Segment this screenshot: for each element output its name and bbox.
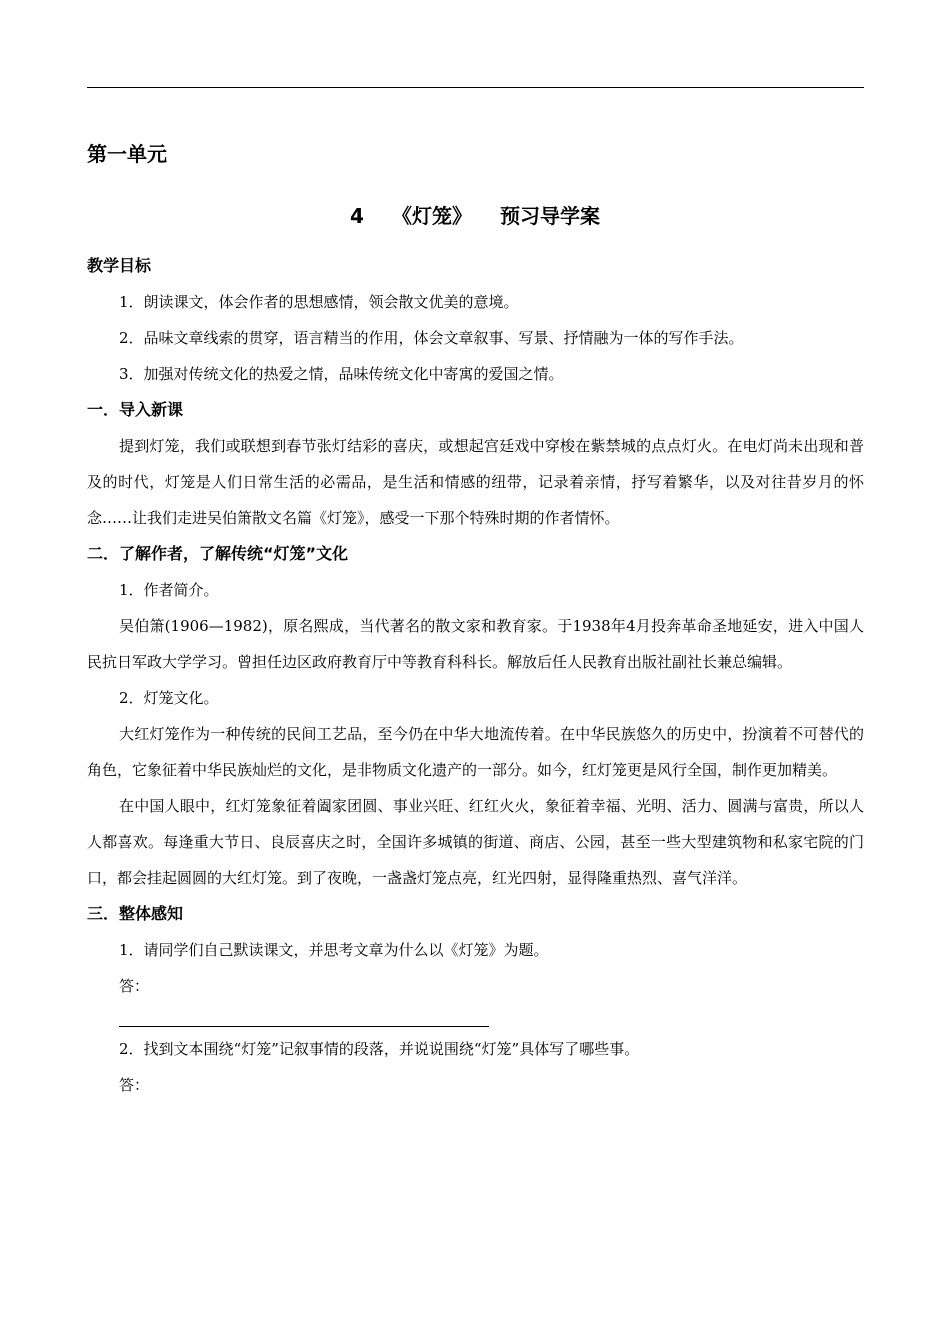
lesson-title xyxy=(0,200,950,229)
unit-heading: 第一单元 xyxy=(87,142,167,166)
author-subheading: 1．作者简介。 xyxy=(119,581,219,599)
question-1: 1．请同学们自己默读课文，并思考文章为什么以《灯笼》为题。 xyxy=(119,941,549,959)
objective-item: 1．朗读课文，体会作者的思想感情，领会散文优美的意境。 xyxy=(119,293,519,311)
objective-item: 3．加强对传统文化的热爱之情，品味传统文化中寄寓的爱国之情。 xyxy=(119,365,564,383)
objectives-heading: 教学目标 xyxy=(87,256,152,275)
lesson-subtitle: 预习导学案 xyxy=(499,204,600,228)
author-paragraph: 吴伯箫(1906—1982)，原名熙成，当代著名的散文家和教育家。于1938年4月投奔革命圣地延安，进入中国人民抗日军政大学学习。曾担任边区政府教育厅中等教育科科长。解放后任人民教育出版社副社长兼总编辑。 xyxy=(87,617,864,671)
answer-1-label: 答： xyxy=(119,977,150,995)
section3-heading: 三．整体感知 xyxy=(87,904,184,923)
section2-heading: 二．了解作者，了解传统“灯笼”文化 xyxy=(87,544,349,563)
header-rule xyxy=(87,87,864,88)
section1-heading: 一．导入新课 xyxy=(87,400,184,419)
culture-paragraph: 在中国人眼中，红灯笼象征着阖家团圆、事业兴旺、红红火火，象征着幸福、光明、活力、圆满与富贵，所以人人都喜欢。每逢重大节日、良辰喜庆之时，全国许多城镇的街道、商店、公园，甚至一些大型建筑物和私家宅院的门口，都会挂起圆圆的大红灯笼。到了夜晚，一盏盏灯笼点亮，红光四射，显得隆重热烈、喜气洋洋。 xyxy=(87,797,864,887)
lesson-number: 4 xyxy=(350,204,364,228)
answer-2-label: 答： xyxy=(119,1076,150,1094)
intro-paragraph: 提到灯笼，我们或联想到春节张灯结彩的喜庆，或想起宫廷戏中穿梭在紫禁城的点点灯火。在电灯尚未出现和普及的时代，灯笼是人们日常生活的必需品，是生活和情感的纽带，记录着亲情，抒写着繁华，以及对往昔岁月的怀念……让我们走进吴伯箫散文名篇《灯笼》，感受一下那个特殊时期的作者情怀。 xyxy=(87,437,864,527)
culture-subheading: 2．灯笼文化。 xyxy=(119,689,219,707)
document-body xyxy=(87,248,864,1103)
culture-paragraph: 大红灯笼作为一种传统的民间工艺品，至今仍在中华大地流传着。在中华民族悠久的历史中，扮演着不可替代的角色，它象征着中华民族灿烂的文化，是非物质文化遗产的一部分。如今，红灯笼更是风行全国，制作更加精美。 xyxy=(87,725,864,779)
answer-1-line[interactable] xyxy=(119,1004,489,1027)
objective-item: 2．品味文章线索的贯穿，语言精当的作用，体会文章叙事、写景、抒情融为一体的写作手法。 xyxy=(119,329,744,347)
lesson-name: 《灯笼》 xyxy=(391,204,472,228)
question-2: 2．找到文本围绕“灯笼”记叙事情的段落，并说说围绕“灯笼”具体写了哪些事。 xyxy=(119,1040,640,1058)
